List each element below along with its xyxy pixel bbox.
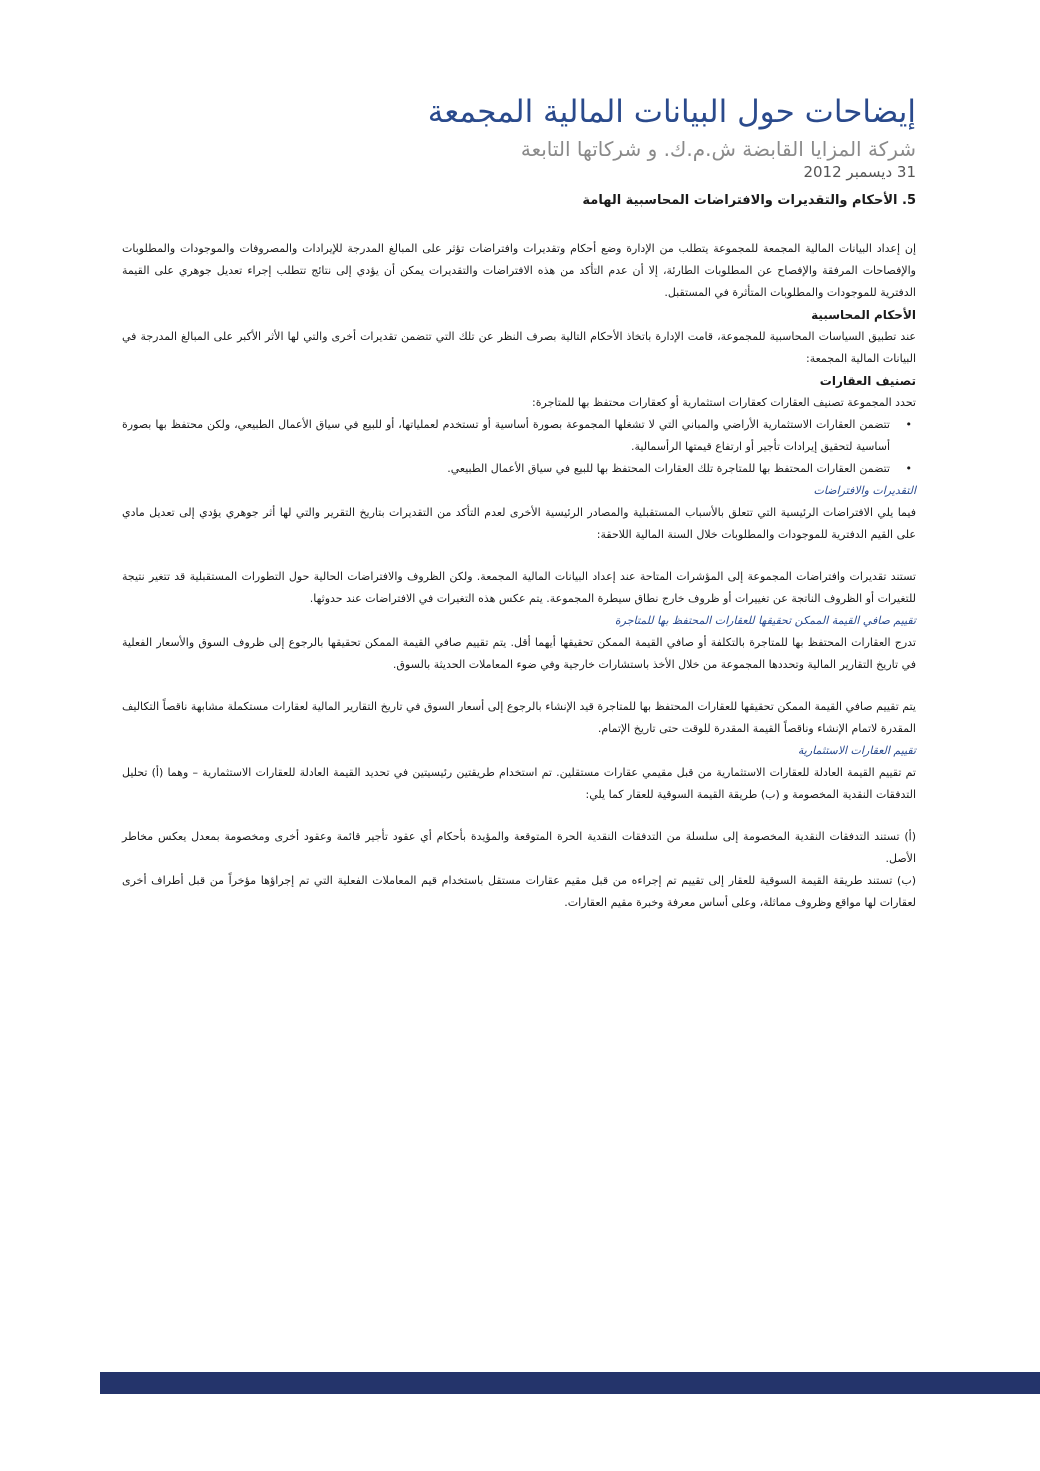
classification-list	[122, 414, 916, 480]
section-intro: إن إعداد البيانات المالية المجمعة للمجموعة يتطلب من الإدارة وضع أحكام وتقديرات وافتراضات تؤثر على المبالغ المدرجة للإيرادات والمصروفات والموجودات والمطلوبات والإفصاحات المرفقة والإفصاح عن المطلوبات الطارئة، إلا أن عدم التأكد من هذه الافتراضات والتقديرات يمكن أن يؤدي إلى نتائج تتطلب إجراء تعديل جوهري على القيمة الدفترية للموجودات والمطلوبات المتأثرة في المستقبل.	[122, 242, 916, 299]
classification-heading: تصنيف العقارات	[819, 374, 916, 388]
judgements-text: عند تطبيق السياسات المحاسبية للمجموعة، قامت الإدارة باتخاذ الأحكام التالية بصرف النظر عن تلك التي تتضمن تقديرات أخرى والتي لها الأثر الأكبر على المبالغ المدرجة في البيانات المالية المجمعة:	[122, 330, 916, 365]
estimates-text-2: تستند تقديرات وافتراضات المجموعة إلى المؤشرات المتاحة عند إعداد البيانات المالية المجمعة. ولكن الظروف والافتراضات الحالية حول التطورات المستقبلية قد تتغير نتيجة للتغيرات أو الظروف الناتجة عن تغييرات أو ظروف خارج نطاق سيطرة المجموعة. يتم عكس هذه التغيرات في الافتراضات عند حدوثها.	[122, 570, 916, 605]
list-item: • تتضمن العقارات المحتفظ بها للمتاجرة تلك العقارات المحتفظ بها للبيع في سياق الأعمال الطبيعي.	[122, 458, 890, 480]
nrv-heading: تقييم صافي القيمة الممكن تحقيقها للعقارات المحتفظ بها للمتاجرة	[614, 614, 916, 627]
investment-item-a: (أ) تستند التدفقات النقدية المخصومة إلى سلسلة من التدفقات النقدية الحرة المتوقعة والمؤيدة بأحكام أي عقود تأجير قائمة وعقود أخرى ومخصومة بمعدل يعكس مخاطر الأصل.	[122, 830, 916, 865]
investment-text: تم تقييم القيمة العادلة للعقارات الاستثمارية من قبل مقيمي عقارات مستقلين. تم استخدام طريقتين رئيسيتين في تحديد القيمة العادلة للعقارات الاستثمارية – وهما (أ) تحليل التدفقات النقدية المخصومة و (ب) طريقة القيمة السوقية للعقار كما يلي:	[122, 766, 916, 801]
footer-bar	[100, 1372, 1040, 1394]
nrv-text-1: تدرج العقارات المحتفظ بها للمتاجرة بالتكلفة أو صافي القيمة الممكن تحقيقها أيهما أقل. يتم تقييم صافي القيمة الممكن تحقيقها بالرجوع إلى ظروف السوق والأسعار الفعلية في تاريخ التقارير المالية وتحددها المجموعة من خلال الأخذ باستشارات خارجية وفي ضوء المعاملات الحديثة بالسوق.	[122, 636, 916, 671]
nrv-text-2: يتم تقييم صافي القيمة الممكن تحقيقها للعقارات المحتفظ بها للمتاجرة قيد الإنشاء بالرجوع إلى أسعار السوق في تاريخ التقارير المالية لعقارات مستكملة مشابهة ناقصاً التكاليف المقدرة لاتمام الإنشاء وناقصاً القيمة المقدرة للوقت حتى تاريخ الإتمام.	[122, 700, 916, 735]
classification-text: تحدد المجموعة تصنيف العقارات كعقارات استثمارية أو كعقارات محتفظ بها للمتاجرة:	[532, 396, 916, 409]
company-name: شركة المزايا القابضة ش.م.ك. و شركاتها التابعة	[520, 137, 916, 161]
list-item: • تتضمن العقارات الاستثمارية الأراضي والمباني التي لا تشغلها المجموعة بصورة أساسية أو تستخدم لعملياتها، أو للبيع في سياق الأعمال الطبيعي، ولكن محتفظ بها بصورة أساسية لتحقيق إيرادات تأجير أو ارتفاع قيمتها الرأسمالية.	[122, 414, 890, 458]
estimates-text-1: فيما يلي الافتراضات الرئيسية التي تتعلق بالأسباب المستقبلية والمصادر الرئيسية الأخرى لعدم التأكد من التقديرات بتاريخ التقرير والتي لها أثر جوهري يؤدي إلى تعديل مادي على القيم الدفترية للموجودات والمطلوبات خلال السنة المالية اللاحقة:	[122, 506, 916, 541]
document-title: إيضاحات حول البيانات المالية المجمعة	[427, 94, 916, 130]
estimates-heading: التقديرات والافتراضات	[813, 484, 916, 497]
report-date: 31 ديسمبر 2012	[803, 163, 916, 181]
investment-heading: تقييم العقارات الاستثمارية	[797, 744, 916, 757]
section-title: 5. الأحكام والتقديرات والافتراضات المحاسبية الهامة	[582, 193, 916, 208]
document-content	[122, 92, 916, 914]
investment-item-b: (ب) تستند طريقة القيمة السوقية للعقار إلى تقييم تم إجراءه من قبل مقيم عقارات مستقل باستخدام قيم المعاملات الفعلية التي تم إجراؤها مؤخراً من قبل أطراف أخرى لعقارات لها مواقع وظروف مماثلة، وعلى أساس معرفة وخبرة مقيم العقارات.	[122, 874, 916, 909]
judgements-heading: الأحكام المحاسبية	[811, 308, 916, 322]
